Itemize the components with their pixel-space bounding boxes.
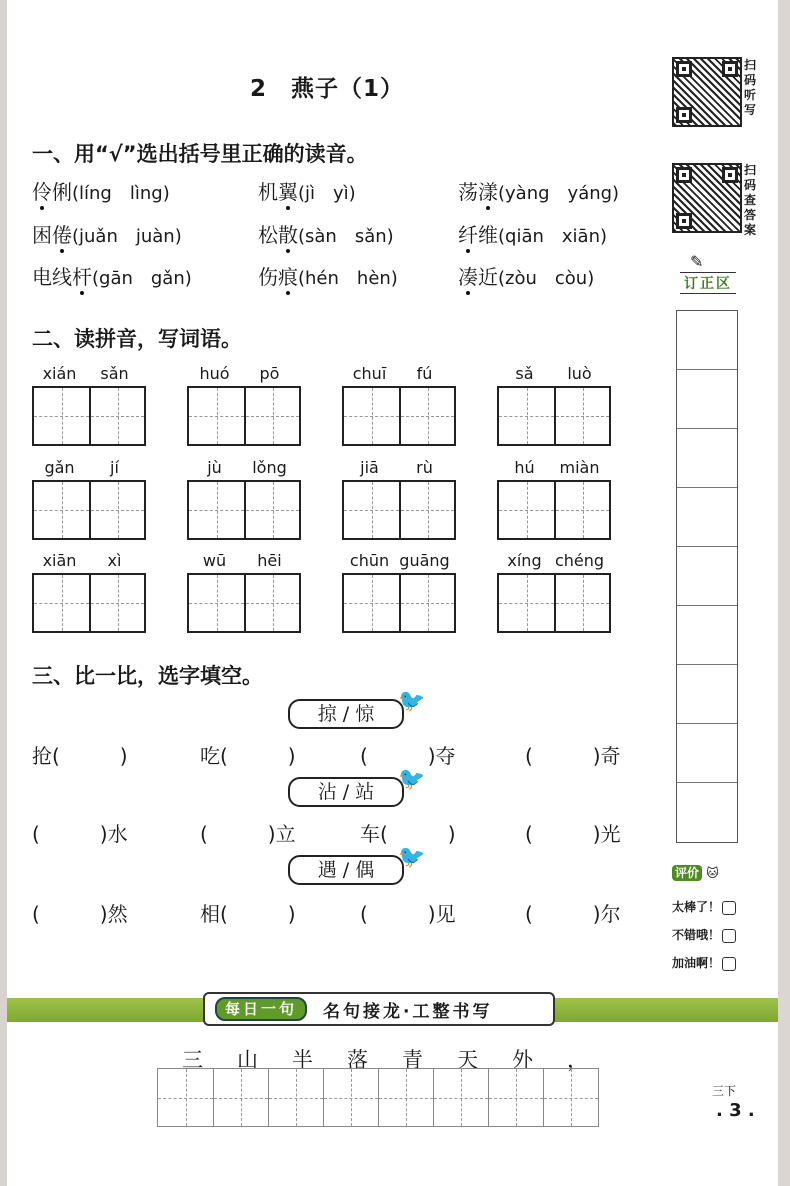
daily-banner [203,992,555,1026]
writing-cell[interactable] [34,575,89,631]
writing-cell[interactable] [34,388,89,444]
writing-cell[interactable] [158,1069,213,1126]
pronunciation-item [32,261,192,290]
writing-boxes[interactable] [342,573,456,633]
pinyin-options[interactable]: (qiān xiān) [498,226,608,247]
writing-cell[interactable] [189,482,244,538]
pinyin: huó [199,364,230,383]
writing-cell[interactable] [189,575,244,631]
emphasis-dot [286,206,290,210]
pinyin: wū [202,551,227,570]
fill-blank-item[interactable]: 抢( ) [32,744,128,768]
writing-cell[interactable] [344,482,399,538]
writing-cell[interactable] [399,575,454,631]
pinyin: rù [416,458,433,477]
evaluation-checkbox[interactable] [722,957,736,971]
pinyin-options[interactable]: (yàng yáng) [498,183,620,204]
section3-heading: 三、比一比，选字填空。 [32,664,263,688]
fill-blank-item[interactable]: ( )水 [32,822,128,846]
pinyin-row [32,458,146,480]
pinyin: gǎn [44,458,75,477]
emphasis-dot [286,249,290,253]
sentence-char: 青 [402,1048,423,1072]
pinyin: sǎ [515,364,534,383]
pinyin: hú [514,458,535,477]
pronunciation-item [458,176,619,205]
pinyin-options[interactable]: (juǎn juàn) [72,226,182,247]
writing-boxes[interactable] [32,573,146,633]
sentence-char: 天 [457,1048,478,1072]
correction-cell[interactable] [677,488,737,547]
evaluation-label: 评价 [672,865,702,881]
pinyin: pō [259,364,280,383]
fill-blank-item[interactable]: ( )尔 [525,902,621,926]
pinyin-row [187,551,301,573]
evaluation-option [672,954,736,971]
pinyin-options[interactable]: (líng lìng) [72,183,170,204]
pinyin: guāng [399,551,450,570]
writing-cell[interactable] [399,482,454,538]
emphasis-dot [60,249,64,253]
evaluation-option-label: 不错哦！ [672,928,721,942]
evaluation-header [672,864,719,881]
pinyin-row [342,364,456,386]
sentence-char: 山 [237,1048,258,1072]
writing-cell[interactable] [554,575,609,631]
pinyin-row [497,364,611,386]
writing-cell[interactable] [399,388,454,444]
writing-boxes[interactable] [342,386,456,446]
pinyin-options[interactable]: (gān gǎn) [92,268,192,289]
pinyin-row [497,551,611,573]
emphasis-dot [466,249,470,253]
writing-boxes[interactable] [497,573,611,633]
writing-cell[interactable] [344,388,399,444]
writing-cell[interactable] [488,1069,543,1126]
swallow-icon: 🐦 [398,689,426,714]
sentence-char: ， [567,1048,588,1072]
writing-cell[interactable] [499,388,554,444]
page-edge-right [778,0,790,1186]
writing-boxes[interactable] [342,480,456,540]
cat-icon: 🐱 [706,866,719,880]
pinyin-word-group [497,551,611,633]
pinyin-word-group [342,458,456,540]
pinyin: lǒng [252,458,287,477]
fill-blank-item[interactable]: 相( ) [200,902,296,926]
writing-grid[interactable] [157,1068,599,1127]
fill-blank-item[interactable]: ( )光 [525,822,621,846]
qr-label-dictation: 扫码听写 [744,58,757,117]
writing-cell[interactable] [89,482,144,538]
writing-boxes[interactable] [32,386,146,446]
emphasis-dot [486,206,490,210]
correction-cell[interactable] [677,429,737,488]
fill-blank-item[interactable]: 车( ) [360,822,456,846]
correction-cell[interactable] [677,665,737,724]
writing-cell[interactable] [89,388,144,444]
pinyin: xíng [507,551,542,570]
pinyin-word-group [187,364,301,446]
qr-code-dictation[interactable] [672,57,742,127]
section2-heading: 二、读拼音，写词语。 [32,327,242,351]
pinyin: luò [567,364,592,383]
fill-blank-item[interactable]: ( )夺 [360,744,456,768]
sentence-char: 落 [347,1048,368,1072]
writing-cell[interactable] [499,482,554,538]
pronunciation-item [32,219,182,248]
word-chars: 机翼 [258,180,298,204]
writing-cell[interactable] [378,1069,433,1126]
pinyin-word-group [187,458,301,540]
qr-code-answers[interactable] [672,163,742,233]
writing-cell[interactable] [34,482,89,538]
page-title: 2 燕子（1） [250,76,405,102]
word-chars: 伤痕 [258,265,298,289]
pinyin: xì [107,551,122,570]
pinyin-options[interactable]: (hén hèn) [298,268,398,289]
pinyin: xiān [42,551,77,570]
pinyin: chūn [349,551,390,570]
correction-cell[interactable] [677,724,737,783]
pinyin: hēi [257,551,282,570]
pinyin-word-group [497,458,611,540]
evaluation-checkbox[interactable] [722,901,736,915]
pinyin: fú [416,364,433,383]
writing-boxes[interactable] [187,386,301,446]
word-chars: 荡漾 [458,180,498,204]
pinyin-row [187,364,301,386]
writing-boxes[interactable] [187,573,301,633]
pinyin-word-group [342,364,456,446]
pronunciation-item [258,261,398,290]
word-chars: 困倦 [32,223,72,247]
pinyin-word-group [187,551,301,633]
evaluation-checkbox[interactable] [722,929,736,943]
pinyin: jí [110,458,119,477]
correction-cell[interactable] [677,370,737,429]
sentence-char: 半 [292,1048,313,1072]
pronunciation-item [458,219,607,248]
correction-cell[interactable] [677,311,737,370]
pronunciation-item [458,261,594,290]
correction-cell[interactable] [677,783,737,842]
pinyin: miàn [559,458,600,477]
word-chars: 纤维 [458,223,498,247]
writing-boxes[interactable] [187,480,301,540]
pinyin-options[interactable]: (jì yì) [298,183,356,204]
writing-boxes[interactable] [497,386,611,446]
section1-heading: 一、用“√”选出括号里正确的读音。 [32,142,368,166]
evaluation-option [672,926,736,943]
writing-cell[interactable] [89,575,144,631]
pinyin-options[interactable]: (sàn sǎn) [298,226,394,247]
pencil-icon: ✎ [690,252,704,271]
pinyin-row [497,458,611,480]
evaluation-option-label: 加油啊！ [672,956,721,970]
swallow-icon: 🐦 [398,767,426,792]
daily-subtitle: 名句接龙·工整书写 [323,1001,493,1022]
writing-cell[interactable] [244,575,299,631]
writing-cell[interactable] [433,1069,488,1126]
swallow-icon: 🐦 [398,845,426,870]
correction-cell[interactable] [677,547,737,606]
writing-cell[interactable] [554,388,609,444]
emphasis-dot [80,291,84,295]
qr-label-answers: 扫码查答案 [744,163,757,237]
writing-boxes[interactable] [32,480,146,540]
grade-label: 三下 [712,1084,737,1098]
page-edge-left [0,0,7,1186]
char-choice-hint: 掠 / 惊 [288,699,404,729]
pinyin-word-group [497,364,611,446]
daily-badge: 每日一句 [215,997,307,1021]
char-choice-hint: 遇 / 偶 [288,855,404,885]
pinyin-row [342,551,456,573]
pinyin-word-group [32,364,146,446]
pronunciation-item [258,219,394,248]
writing-cell[interactable] [323,1069,378,1126]
pinyin-options[interactable]: (zòu còu) [498,268,595,289]
writing-cell[interactable] [213,1069,268,1126]
emphasis-dot [286,291,290,295]
evaluation-option-label: 太棒了！ [672,900,721,914]
sentence-char: 三 [182,1048,203,1072]
fill-blank-item[interactable]: 吃( ) [200,744,296,768]
word-chars: 凑近 [458,265,498,289]
writing-cell[interactable] [189,388,244,444]
fill-blank-item[interactable]: ( )然 [32,902,128,926]
pinyin: jiā [360,458,379,477]
correction-area-label: 订正区 [680,272,736,294]
pinyin: sǎn [100,364,129,383]
word-chars: 伶俐 [32,180,72,204]
writing-cell[interactable] [554,482,609,538]
evaluation-option [672,898,736,915]
page-number: . 3 . [716,1100,755,1121]
pinyin: chéng [554,551,605,570]
pinyin-word-group [342,551,456,633]
correction-area[interactable] [676,310,738,843]
pinyin-word-group [32,551,146,633]
fill-blank-item[interactable]: ( )见 [360,902,456,926]
word-chars: 松散 [258,223,298,247]
sentence-char: 外 [512,1048,533,1072]
writing-cell[interactable] [268,1069,323,1126]
fill-blank-item[interactable]: ( )奇 [525,744,621,768]
writing-cell[interactable] [344,575,399,631]
char-choice-hint: 沾 / 站 [288,777,404,807]
pronunciation-item [32,176,170,205]
emphasis-dot [40,206,44,210]
emphasis-dot [466,291,470,295]
pinyin-row [187,458,301,480]
pronunciation-item [258,176,356,205]
pinyin-row [32,364,146,386]
writing-cell[interactable] [244,388,299,444]
fill-blank-item[interactable]: ( )立 [200,822,296,846]
writing-boxes[interactable] [497,480,611,540]
word-chars: 电线杆 [32,265,92,289]
pinyin: chuī [352,364,387,383]
pinyin: xián [42,364,77,383]
pinyin: jù [207,458,222,477]
writing-cell[interactable] [499,575,554,631]
correction-cell[interactable] [677,606,737,665]
writing-cell[interactable] [244,482,299,538]
pinyin-row [32,551,146,573]
pinyin-word-group [32,458,146,540]
pinyin-row [342,458,456,480]
writing-cell[interactable] [543,1069,598,1126]
